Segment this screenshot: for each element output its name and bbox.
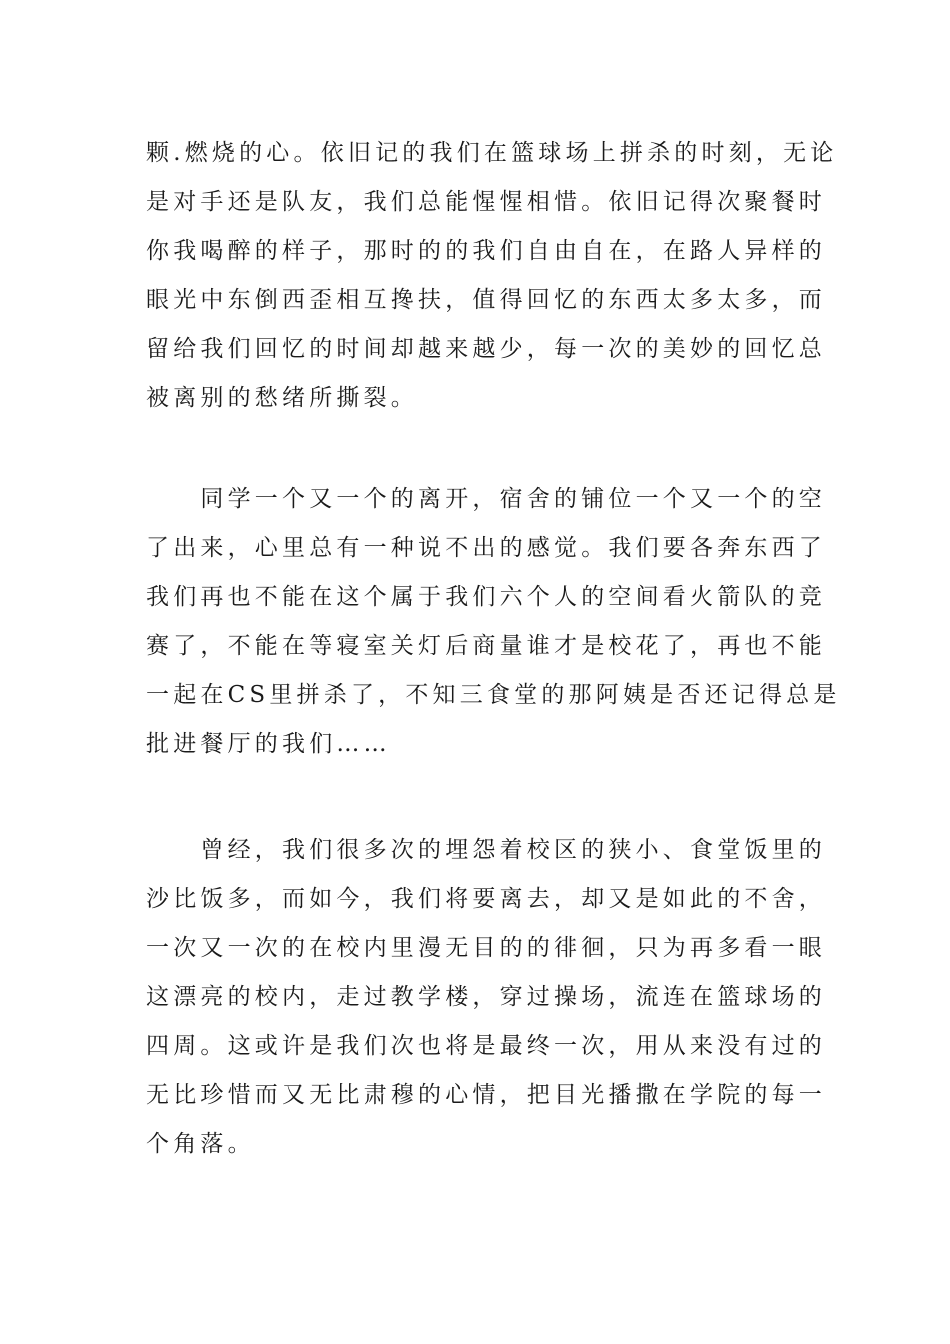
text-line: 是对手还是队友，我们总能惺惺相惜。依旧记得次聚餐时 [146,189,826,215]
text-line: 你我喝醉的样子，那时的的我们自由自在，在路人异样的 [146,238,826,264]
text-line: 留给我们回忆的时间却越来越少，每一次的美妙的回忆总 [146,336,826,362]
text-line: 被离别的愁绪所撕裂。 [146,385,418,411]
text-line: 个角落。 [146,1131,255,1157]
text-line: 颗.燃烧的心。依旧记的我们在篮球场上拼杀的时刻，无论 [146,140,838,166]
paragraph-1 [146,129,838,423]
text-line: 沙比饭多，而如今，我们将要离去，却又是如此的不舍， [146,886,826,912]
paragraph-3 [146,826,826,1169]
text-line: 同学一个又一个的离开，宿舍的铺位一个又一个的空 [146,486,826,512]
paragraph-2 [146,475,841,769]
text-line: 了出来，心里总有一种说不出的感觉。我们要各奔东西了 [146,535,826,561]
text-line: 批进餐厅的我们…… [146,731,391,757]
text-line: 四周。这或许是我们次也将是最终一次，用从来没有过的 [146,1033,826,1059]
text-line: 这漂亮的校内，走过教学楼，穿过操场，流连在篮球场的 [146,984,826,1010]
text-line: 一次又一次的在校内里漫无目的的徘徊，只为再多看一眼 [146,935,826,961]
text-line: 无比珍惜而又无比肃穆的心情，把目光播撒在学院的每一 [146,1082,826,1108]
text-line: 曾经，我们很多次的埋怨着校区的狭小、食堂饭里的 [146,837,826,863]
text-line: 赛了，不能在等寝室关灯后商量谁才是校花了，再也不能 [146,633,826,659]
text-line: 一起在CS里拼杀了，不知三食堂的那阿姨是否还记得总是 [146,682,841,708]
text-line: 眼光中东倒西歪相互搀扶，值得回忆的东西太多太多，而 [146,287,826,313]
text-line: 我们再也不能在这个属于我们六个人的空间看火箭队的竞 [146,584,826,610]
